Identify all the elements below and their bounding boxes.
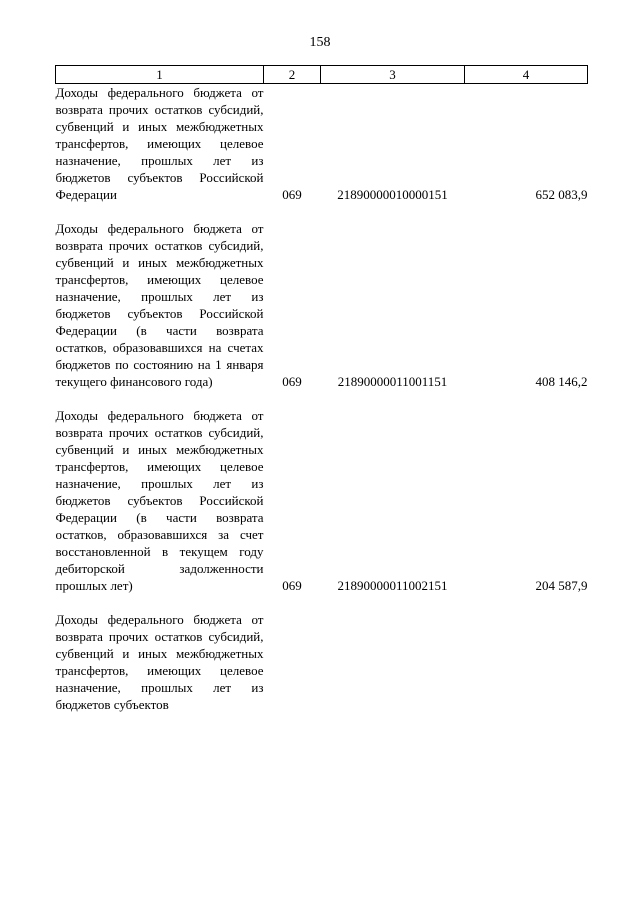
row-admin-code: 069 bbox=[282, 187, 302, 202]
column-header-3: 3 bbox=[321, 66, 465, 84]
row-spacer bbox=[56, 390, 588, 407]
row-amount: 204 587,9 bbox=[535, 578, 588, 593]
row-spacer bbox=[56, 594, 588, 611]
table-header bbox=[56, 66, 588, 84]
row-admin-code bbox=[264, 611, 321, 713]
table-row bbox=[56, 407, 588, 594]
row-amount bbox=[465, 611, 588, 713]
column-header-2: 2 bbox=[264, 66, 321, 84]
table-row bbox=[56, 84, 588, 204]
table-row bbox=[56, 611, 588, 713]
row-admin-code: 069 bbox=[282, 578, 302, 593]
row-kbk-code: 21890000011001151 bbox=[337, 374, 448, 389]
page-number: 158 bbox=[309, 35, 331, 50]
row-kbk-code bbox=[321, 611, 465, 713]
row-admin-code: 069 bbox=[282, 374, 302, 389]
column-header-4: 4 bbox=[465, 66, 588, 84]
row-description: Доходы федерального бюджета от возврата прочих остатков субсидий, субвенций и иных межбюджетных трансфертов, имеющих целевое назначение, прошлых лет из бюджетов субъектов Российской Федерации (в части возврата остатков, образовавшихся на счетах бюджетов по состоянию на 1 января текущего финансового года) bbox=[55, 221, 264, 389]
row-kbk-code: 21890000010000151 bbox=[337, 187, 448, 202]
row-amount: 408 146,2 bbox=[535, 374, 588, 389]
budget-table bbox=[55, 65, 588, 713]
row-kbk-code: 21890000011002151 bbox=[337, 578, 448, 593]
row-description: Доходы федерального бюджета от возврата прочих остатков субсидий, субвенций и иных межбюджетных трансфертов, имеющих целевое назначение, прошлых лет из бюджетов субъектов Российской Федерации (в части возврата остатков, образовавшихся за счет восстановленной в текущем году дебиторской задолженности прошлых лет) bbox=[55, 408, 264, 593]
row-description: Доходы федерального бюджета от возврата прочих остатков субсидий, субвенций и иных межбюджетных трансфертов, имеющих целевое назначение, прошлых лет из бюджетов субъектов bbox=[55, 612, 264, 712]
row-amount: 652 083,9 bbox=[535, 187, 588, 202]
row-description: Доходы федерального бюджета от возврата прочих остатков субсидий, субвенций и иных межбюджетных трансфертов, имеющих целевое назначение, прошлых лет из бюджетов субъектов Российской Федерации bbox=[55, 85, 264, 202]
table-row bbox=[56, 220, 588, 390]
column-header-1: 1 bbox=[56, 66, 264, 84]
row-spacer bbox=[56, 203, 588, 220]
